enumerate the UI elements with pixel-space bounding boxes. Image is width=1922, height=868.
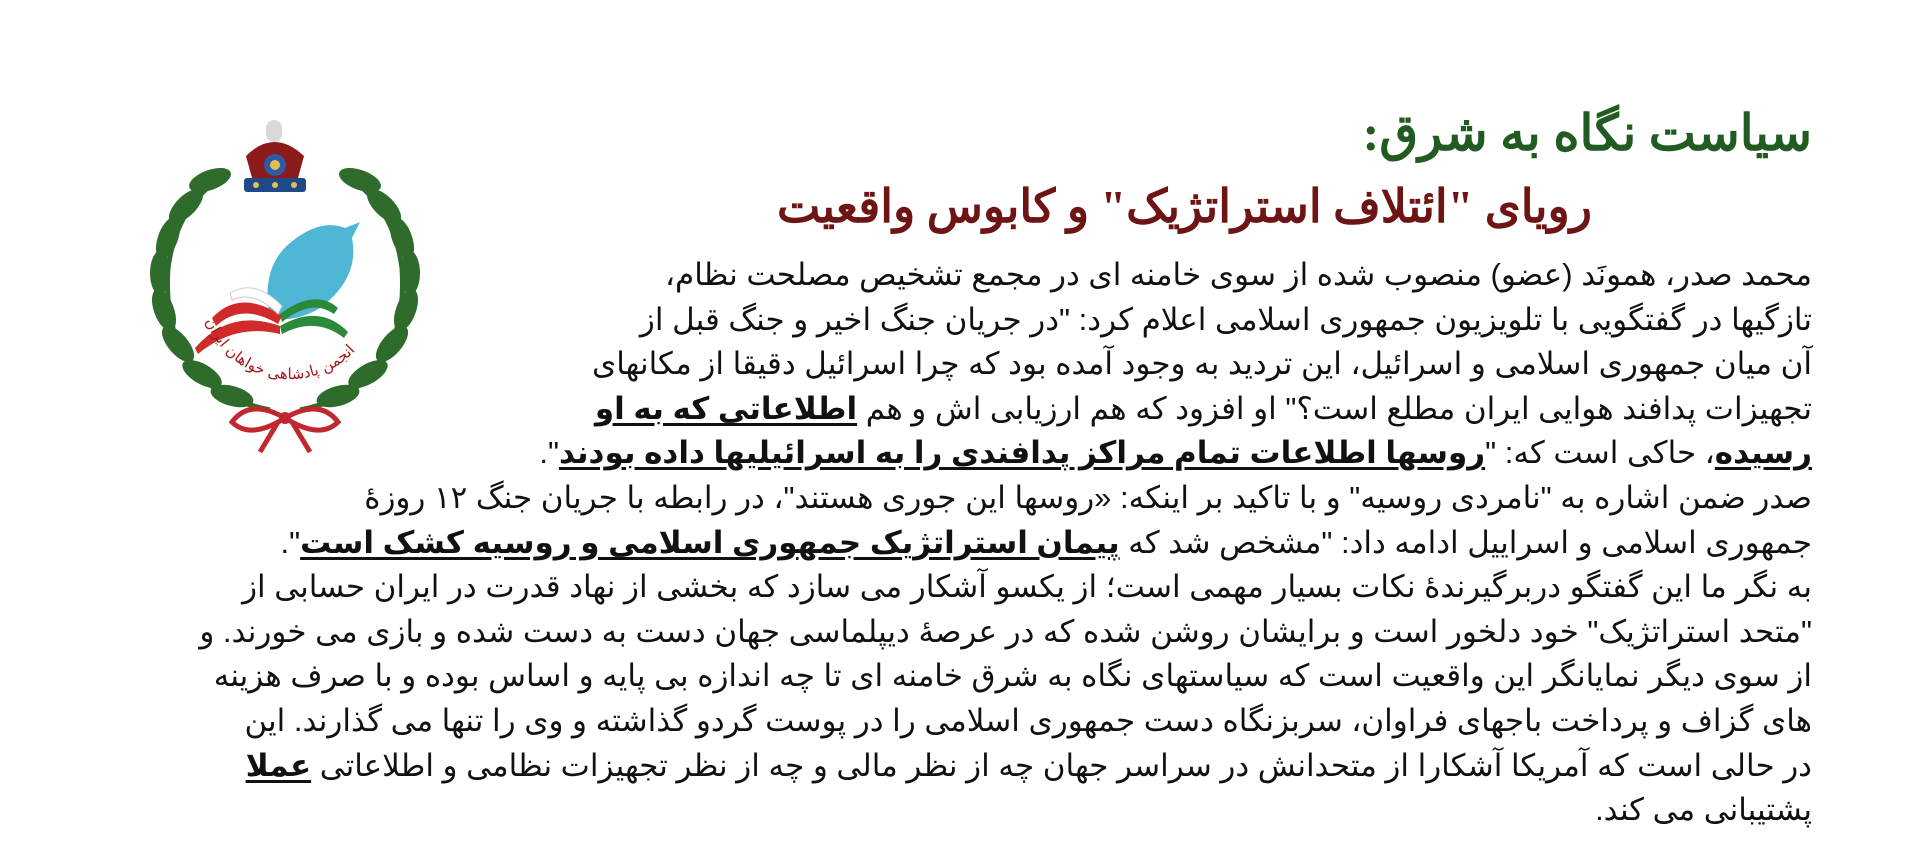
crown-icon [244, 120, 306, 192]
text-run: ، حاکی است که: " [1485, 435, 1715, 471]
article-line: محمد صدر، همونَد (عضو) منصوب شده از سوی خامنه ای در مجمع تشخیص مصلحت نظام، [665, 257, 1812, 292]
text-run: ". [280, 524, 301, 560]
subtitle: رویای "ائتلاف استراتژیک" و کابوس واقعیت [776, 181, 1592, 232]
svg-text:انجمن پادشاهی خواهان ایران: انجمن پادشاهی خواهان ایران [201, 315, 359, 384]
text-run: ". [539, 435, 559, 471]
article-body [199, 253, 1812, 833]
text-run: تجهیزات پدافند هوایی ایران مطلع است؟" او افزود که هم ارزیابی اش و هم [857, 390, 1812, 426]
article-line: پشتیبانی می کند. [1595, 792, 1812, 828]
emphasis-text: عملا [245, 747, 312, 783]
text-run: در حالی است که آمریکا آشکارا از متحدانش در سراسر جهان چه از نظر مالی و چه از نظر تجهیزات نظامی و اطلاعاتی [311, 747, 1812, 783]
article-line [199, 431, 1812, 476]
article-line: به نگر ما این گفتگو دربرگیرندهٔ نکات بسیار مهمی است؛ از یکسو آشکار می سازد که بخشی از نهاد قدرت در ایران حسابی از [242, 569, 1812, 605]
article-line: های گزاف و پرداخت باجهای فراوان، سربزنگاه دست جمهوری اسلامی را در پوست گردو گذاشته و وی را تنها می گذارند. این [244, 702, 1812, 738]
article-line: آن میان جمهوری اسلامی و اسرائیل، این تردید به وجود آمده بود که چرا اسرائیل دقیقا از مکانهای [591, 346, 1812, 382]
emphasis-text: اطلاعاتی که به او [594, 390, 858, 426]
emphasis-quote: روسها اطلاعات تمام مراکز پدافندی را به اسرائیلیها داده بودند [558, 435, 1486, 471]
article-line [199, 521, 1812, 566]
article-line [199, 744, 1812, 789]
article-line: از سوی دیگر نمایانگر این واقعیت است که سیاستهای نگاه به شرق خامنه ای تا چه اندازه بی پایه و اساس بوده و با صرف هزینه [213, 658, 1812, 694]
article-line [199, 387, 1812, 432]
article-line: تازگیها در گفتگویی با تلویزیون جمهوری اسلامی اعلام کرد: "در جریان جنگ اخیر و جنگ قبل از [639, 301, 1812, 337]
article-line: "متحد استراتژیک" خود دلخور است و برایشان روشن شده که در عرصهٔ دیپلماسی جهان دست به دست شده و بازی می خورند. و [199, 613, 1812, 649]
emphasis-quote: پیمان استراتژیک جمهوری اسلامی و روسیه کشک است [300, 524, 1120, 560]
emphasis-text: رسیده [1714, 435, 1812, 471]
article-line: صدر ضمن اشاره به "نامردی روسیه" و با تاکید بر اینکه: «روسها این جوری هستند"، در رابطه با جریان جنگ ۱۲ روزهٔ [364, 479, 1812, 515]
text-run: جمهوری اسلامی و اسراییل ادامه داد: "مشخص شد که [1119, 524, 1812, 560]
headline: سیاست نگاه به شرق: [1362, 105, 1812, 161]
